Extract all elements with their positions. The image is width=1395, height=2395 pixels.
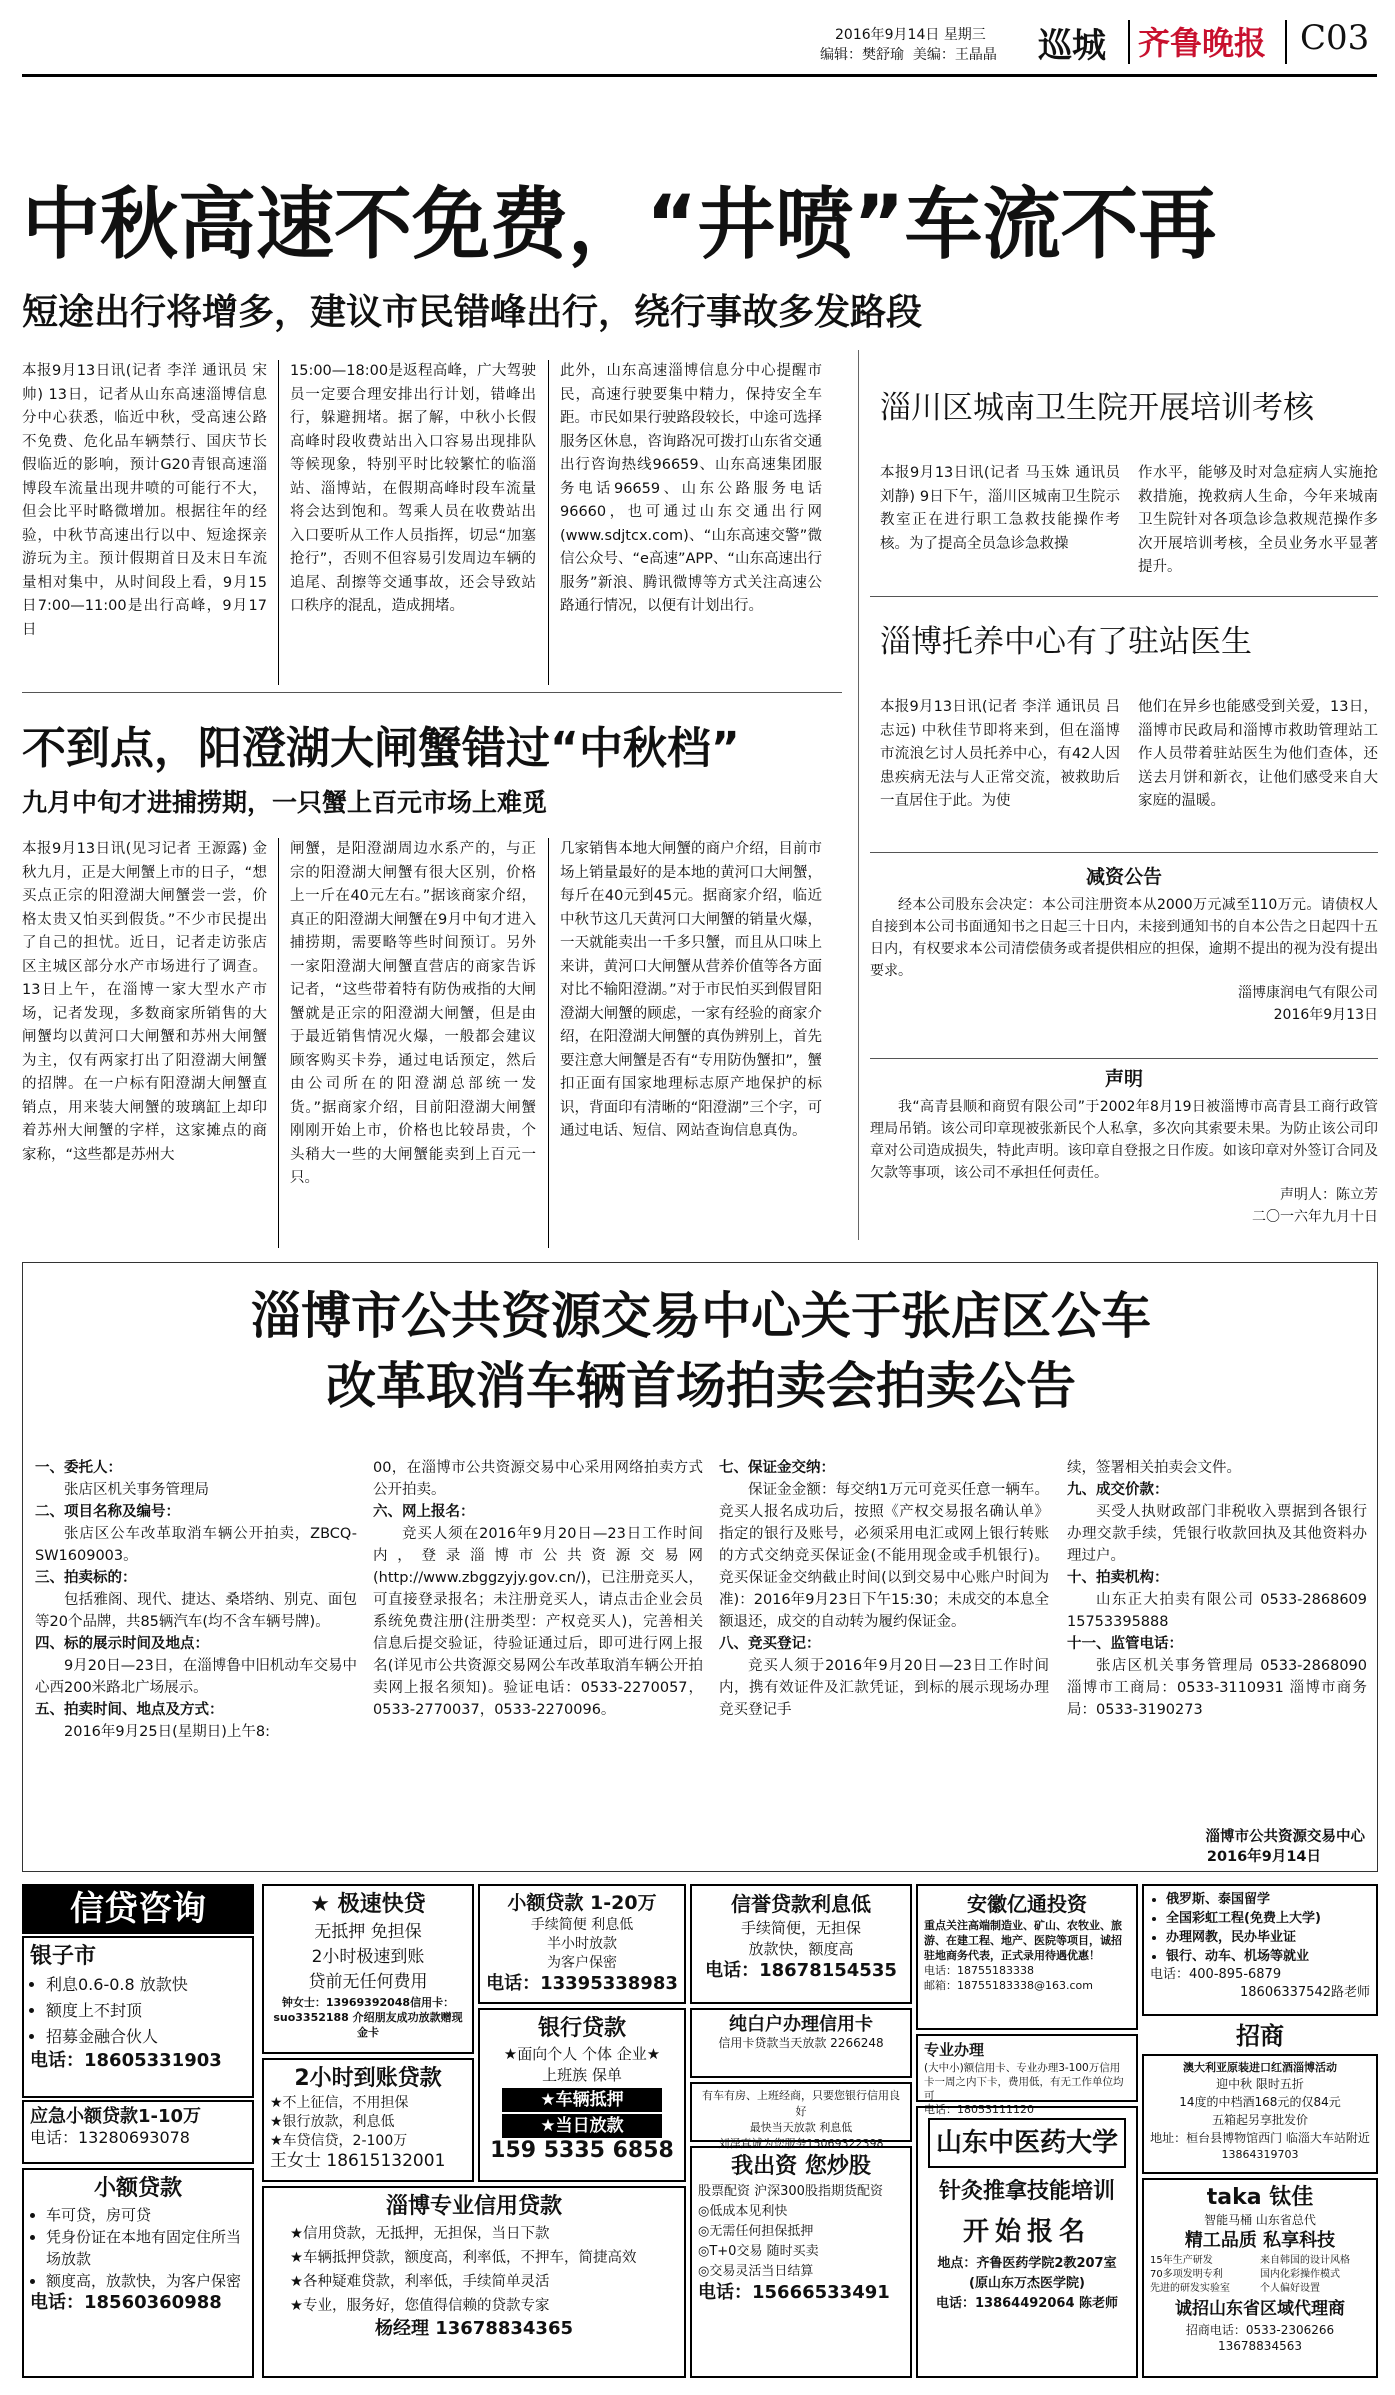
- ad-line: 无抵押 免担保: [314, 1922, 422, 1942]
- auction-column: [35, 1457, 357, 1743]
- ad-line: ★银行放款，利息低: [270, 2114, 395, 2130]
- list-item: • 利息0.6-0.8 放款快: [46, 1972, 246, 1998]
- auction-section-heading: 五、拍卖时间、地点及方式：: [35, 1702, 224, 1718]
- ad-line: ★车贷信贷，2-100万: [270, 2133, 408, 2149]
- auction-section-heading: 三、拍卖标的：: [35, 1570, 137, 1586]
- notice-date: 二〇一六年九月十日: [1252, 1209, 1378, 1225]
- ad-line: 放款快，额度高: [748, 1940, 854, 1958]
- ad-line: 14度的中档酒168元的仅84元: [1179, 2095, 1341, 2109]
- ad-lines: [698, 2035, 904, 2052]
- ad-list: [1150, 1890, 1370, 1966]
- auction-section-heading: 八、竞买登记：: [719, 1636, 821, 1652]
- ad-line: 有车有房、上班经商，只要您银行信用良好: [702, 2089, 900, 2118]
- ad-line: ◎交易灵活当日结算: [698, 2264, 814, 2279]
- story-headline: 不到点，阳澄湖大闸蟹错过“中秋档”: [22, 723, 740, 774]
- ad-line: 为客户保密: [547, 1955, 617, 1971]
- ad-line: ◎无需任何担保抵押: [698, 2224, 814, 2239]
- ad-line: ◎低成本见利快: [698, 2204, 788, 2219]
- ad-line: (大中小)额信用卡、专业办理3-100万信用卡一周之内下卡，费用低，有无工作单位均可: [924, 2062, 1124, 2102]
- ad-lines: [270, 2222, 678, 2318]
- ad-tag: ★车辆抵押: [502, 2088, 662, 2112]
- ad-line: ★面向个人 个体 企业★: [503, 2045, 661, 2063]
- ad-line: ★各种疑难贷款，利率低，手续简单灵活: [290, 2274, 550, 2290]
- ad-lines: [486, 1916, 678, 1973]
- column-rule: [548, 360, 549, 685]
- story-column: 闸蟹，是阳澄湖周边水系产的，与正宗的阳澄湖大闸蟹有很大区别，价格上一斤在40元左右。”据该商家介绍，真正的阳澄湖大闸蟹在9月中旬才进入捕捞期，需要略等些时间预订。另外一家阳澄湖大闸蟹直营店的商家告诉记者，“这些带着特有防伪戒指的大闸蟹就是正宗的阳澄湖大闸蟹，但是由于最近销售情况火爆，一般都会建议顾客购买卡券，通过电话预定，然后由公司所在的阳澄湖总部统一发货。”据商家介绍，目前阳澄湖大闸蟹刚刚开始上市，价格也比较昂贵，个头稍大一些的大闸蟹能卖到上百元一只。: [290, 841, 536, 1186]
- ad-lines: [698, 1918, 904, 1960]
- ad-lines: [698, 2182, 904, 2282]
- auction-date: 2016年9月14日: [1206, 1849, 1321, 1865]
- auction-section-text: 买受人执财政部门非税收入票据到各银行办理交款手续，凭银行收款回执及其他资料办理过户。: [1067, 1504, 1367, 1564]
- column-rule: [548, 838, 549, 1248]
- list-item: • 办理网教，民办毕业证: [1166, 1928, 1370, 1947]
- ad-tags: [486, 2088, 678, 2138]
- auction-section-text: 张店区机关事务管理局 0533-2868090 淄博市工商局：0533-3110931 淄博市商务局：0533-3190273: [1067, 1658, 1367, 1718]
- ad-line: 半小时放款: [547, 1936, 617, 1952]
- ad-lines: [1150, 2075, 1370, 2147]
- story-column: 此外，山东高速淄博信息分中心提醒市民，高速行驶要集中精力，保持安全车距。市民如果行驶路段较长，中途可选择服务区休息，咨询路况可拨打山东省交通出行咨询热线96659、山东高速集团服务电话96659、山东公路服务电话96660，也可通过山东交通出行网(www.sdjtcx.com)、“山东高速交警”微信公众号、“e高速”APP、“山东高速出行服务”新浪、腾讯微博等方式关注高速公路通行情况，以便有计划出行。: [560, 363, 822, 614]
- ad-header-xindai: 信贷咨询: [22, 1884, 254, 1934]
- ad-line: 重点关注高端制造业、矿山、农牧业、旅游、在建工程、地产、医院等项目，诚招驻地商务代表，正式录用待遇优惠！: [924, 1919, 1122, 1962]
- story-headline: 淄川区城南卫生院开展培训考核: [880, 390, 1314, 426]
- ad-lines: [270, 1920, 466, 1995]
- auction-section-heading: 一、委托人：: [35, 1460, 122, 1476]
- notice-reduce: [870, 860, 1378, 1060]
- ad-lines: [486, 2044, 678, 2086]
- ad-line: 2小时极速到账: [311, 1947, 425, 1967]
- ad-xiaoe2: 小额贷款 1-20万 手续简便 利息低 半小时放款 为客户保密 电话：13395338983: [478, 1884, 686, 2004]
- auction-notice: [22, 1262, 1378, 1872]
- divider: [870, 596, 1378, 597]
- auction-section-text: 9月20日—23日，在淄博鲁中旧机动车交易中心西200米路北广场展示。: [35, 1658, 357, 1696]
- header-divider: [1128, 20, 1130, 64]
- ad-line: 70多项发明专利: [1150, 2269, 1223, 2280]
- ad-line: 国内化彩操作模式: [1260, 2269, 1340, 2280]
- notice-title: 减资公告: [1085, 866, 1162, 888]
- ad-lines: [924, 2061, 1130, 2103]
- header: [0, 0, 1395, 70]
- auction-section-text: 保证金金额：每交纳1万元可竞买任意一辆车。竞买人报名成功后，按照《产权交易报名确认单》指定的银行及账号，必须采用电汇或网上银行转账的方式交纳竞买保证金(不能用现金或手机银行)。竞买保证金交纳截止时间(以到交易中心账户时间为准)：2016年9月23日下午15:30；未成交的本息全额退还，成交的自动转为履约保证金。: [719, 1482, 1049, 1630]
- ad-line: ★信用贷款，无抵押，无担保，当日下款: [290, 2226, 550, 2242]
- divider: [870, 1058, 1378, 1059]
- auction-section-text: 续，签署相关拍卖会文件。: [1067, 1460, 1241, 1476]
- ad-zibo-credit: 淄博专业信用贷款 ★信用贷款，无抵押，无担保，当日下款 ★车辆抵押贷款，额度高，利率低，不押车，简捷高效 ★各种疑难贷款，利率低，手续简单灵活 ★专业，服务好，您值得信赖的贷款专家 杨经理 13678834365: [262, 2186, 686, 2378]
- auction-section-text: 张店区公车改革取消车辆公开拍卖，ZBCQ-SW1609003。: [35, 1526, 357, 1564]
- notice-sign: 淄博康润电气有限公司: [1238, 985, 1378, 1001]
- section-name: 巡城: [1038, 26, 1106, 66]
- ad-taka: taka 钛佳 智能马桶 山东省总代 精工品质 私享科技 15年生产研发 来自韩国的设计风格 70多项发明专利 国内化彩操作模式 先进的研发实验室 个人偏好设置 诚招山东省区域代理商 招商电话：0533-2306266 13678834563: [1142, 2178, 1378, 2378]
- story-column: 作水平，能够及时对急症病人实施抢救措施，挽救病人生命，今年来城南卫生院针对各项急诊急救规范操作多次开展培训考核，全员业务水平显著提升。: [1138, 465, 1378, 575]
- notice-title: 声明: [1104, 1068, 1143, 1090]
- auction-section-heading: 九、成交价款：: [1067, 1482, 1169, 1498]
- header-editors: 编辑：樊舒瑜 美编：王晶晶: [820, 47, 997, 63]
- ad-line: 五箱起另享批发价: [1211, 2113, 1308, 2127]
- ad-houses: [690, 2082, 912, 2150]
- auction-section-heading: 六、网上报名：: [373, 1504, 475, 1520]
- ad-yinzishi: 银子市 • 利息0.6-0.8 放款快 • 额度上不封顶 • 招募金融合伙人 电话：18605331903: [22, 1936, 254, 2098]
- section-rule: [858, 350, 859, 1240]
- ad-line: ★车辆抵押贷款，额度高，利率低，不押车，简捷高效: [290, 2250, 637, 2266]
- auction-sign: 淄博市公共资源交易中心: [1205, 1829, 1365, 1845]
- auction-column: [719, 1457, 1049, 1721]
- story-column: 本报9月13日讯(见习记者 王源露) 金秋九月，正是大闸蟹上市的日子，“想买点正宗的阳澄湖大闸蟹尝一尝，价格太贵又怕买到假货。”不少市民提出了自己的担忧。近日，记者走访张店区主城区部分水产市场进行了调查。13日上午，在淄博一家大型水产市场，记者发现，多数商家所销售的大闸蟹均以黄河口大闸蟹和苏州大闸蟹为主，仅有两家打出了阳澄湖大闸蟹的招牌。在一户标有阳澄湖大闸蟹直销点，用来装大闸蟹的玻璃缸上却印着苏州大闸蟹的字样，这家摊点的商家称，“这些都是苏州大: [22, 841, 267, 1163]
- notice-sign: 声明人：陈立芳: [1280, 1187, 1378, 1203]
- ad-list: [30, 2204, 246, 2292]
- ad-line: 先进的研发实验室: [1150, 2283, 1230, 2294]
- auction-section-heading: 十一、监管电话：: [1067, 1636, 1183, 1652]
- ad-xinyu: 信誉贷款利息低 手续简便，无担保 放款快，额度高 电话：18678154535: [690, 1884, 912, 2004]
- ad-line: 手续简便 利息低: [530, 1917, 634, 1933]
- auction-column: [1067, 1457, 1367, 1721]
- divider: [22, 692, 842, 693]
- ad-line: 上班族 保单: [542, 2066, 622, 2084]
- notice-declare: [870, 1062, 1378, 1242]
- list-item: • 招募金融合伙人: [46, 2024, 246, 2050]
- story-headline: 淄博托养中心有了驻站医生: [880, 624, 1252, 660]
- ad-line: 15年生产研发: [1150, 2255, 1213, 2266]
- ad-jisu: ★ 极速快贷 无抵押 免担保 2小时极速到账 贷前无任何费用 钟女士：13969392048信用卡：suo3352188 介绍朋友成功放款赠现金卡: [262, 1884, 474, 2054]
- ad-line: 地址：桓台县博物馆西门 临淄大车站附近: [1150, 2131, 1370, 2145]
- ad-zhuanye: 专业办理 (大中小)额信用卡、专业办理3-100万信用卡一周之内下卡，费用低，有无工作单位均可 电话：18053111120: [916, 2034, 1138, 2102]
- story-subhead: 九月中旬才进捕捞期，一只蟹上百元市场上难觅: [22, 788, 548, 817]
- ad-lines: [924, 1918, 1130, 1963]
- story-column: 本报9月13日讯(记者 李洋 通讯员 宋帅) 13日，记者从山东高速淄博信息分中心获悉，临近中秋，受高速公路不免费、危化品车辆禁行、国庆节长假临近的影响，预计G20青银高速淄博段车流量出现井喷的可能行不大，但会比平时略微增加。根据往年的经验，中秋节高速出行以中、短途探亲游玩为主。预计假期首日及末日车流量相对集中，从时间段上看，9月15日7:00—11:00是出行高峰，9月17日: [22, 363, 267, 638]
- auction-column: [373, 1457, 703, 1721]
- ad-line: 来自韩国的设计风格: [1260, 2255, 1350, 2266]
- header-divider: [1285, 20, 1287, 64]
- ad-line: 贷前无任何费用: [308, 1972, 428, 1992]
- auction-section-text: 2016年9月25日(星期日)上午8:: [64, 1724, 271, 1740]
- ad-line: 手续简便，无担保: [740, 1919, 861, 1937]
- list-item: • 额度高，放款快，为客户保密: [46, 2270, 246, 2292]
- auction-title-line2: 改革取消车辆首场拍卖会拍卖公告: [326, 1357, 1076, 1415]
- ad-liuxue: • 俄罗斯、泰国留学 • 全国彩虹工程(免费上大学) • 办理网教，民办毕业证 • 银行、动车、机场等就业 电话：400-895-6879 18606337542路老师: [1142, 1884, 1378, 2016]
- header-rule: [22, 74, 1377, 77]
- ad-twohour: 2小时到账贷款 ★不上征信，不用担保 ★银行放款，利息低 ★车贷信贷，2-100万 王女士 18615132001: [262, 2058, 474, 2182]
- ad-line: 信用卡贷款当天放款 2266248: [718, 2036, 884, 2050]
- list-item: • 车可贷，房可贷: [46, 2204, 246, 2226]
- ad-line: 股票配资 沪深300股指期货配资: [698, 2184, 883, 2199]
- auction-section-heading: 四、标的展示时间及地点：: [35, 1636, 209, 1652]
- ad-yingji: 应急小额贷款1-10万 电话：13280693078: [22, 2100, 254, 2164]
- header-date: 2016年9月14日 星期三: [835, 27, 986, 43]
- auction-section-text: 竞买人须在2016年9月20日—23日工作时间内，登录淄博市公共资源交易网(http://www.zbggzyjy.gov.cn/)，已注册竞买人，可直接登录报名；未注册竞买人，请点击企业会员系统免费注册(注册类型：产权竞买人)，完善相关信息后提交验证，待验证通过后，即可进行网上报名(详见市公共资源交易网公车改革取消车辆公开拍卖网上报名须知)。验证电话：0533-2270057，0533-2770037，0533-2270096。: [373, 1526, 703, 1718]
- auction-section-heading: 十、拍卖机构：: [1067, 1570, 1169, 1586]
- column-rule: [278, 838, 279, 1248]
- story-column: 本报9月13日讯(记者 李洋 通讯员 吕志远) 中秋佳节即将来到，但在淄博市流浪乞讨人员托养中心，有42人因患疾病无法与人正常交流，被救助后一直居住于此。为使: [880, 699, 1120, 809]
- auction-section-text: 00，在淄博市公共资源交易中心采用网络拍卖方式公开拍卖。: [373, 1460, 703, 1498]
- brand-logo: 齐鲁晚报: [1138, 24, 1267, 62]
- notice-body: 经本公司股东会决定：本公司注册资本从2000万元减至110万元。请债权人自接到本公司书面通知书之日起三十日内，未接到通知书的自本公告之日起四十五日内，有权要求本公司清偿债务或者提供相应的担保，逾期不提出的视为没有提出要求。: [870, 897, 1378, 979]
- ad-wine: 澳大利亚原装进口红酒淄博活动 迎中秋 限时五折 14度的中档酒168元的仅84元 五箱起另享批发价 地址：桓台县博物馆西门 临淄大车站附近 13864319703: [1142, 2054, 1378, 2174]
- list-item: • 银行、动车、机场等就业: [1166, 1947, 1370, 1966]
- auction-section-text: 竞买人须于2016年9月20日—23日工作时间内，携有效证件及汇款凭证，到标的展示现场办理竞买登记手: [719, 1658, 1049, 1718]
- page-number: C03: [1300, 18, 1370, 58]
- ad-woziben: 我出资 您炒股 股票配资 沪深300股指期货配资 ◎低成本见利快 ◎无需任何担保抵押 ◎T+0交易 随时买卖 ◎交易灵活当日结算 电话：15666533491: [690, 2146, 912, 2378]
- ad-xiaoe1: 小额贷款 • 车可贷，房可贷 • 凭身份证在本地有固定住所当场放款 • 额度高，放款快，为客户保密 电话：18560360988: [22, 2168, 254, 2378]
- auction-section-text: 张店区机关事务管理局: [64, 1482, 209, 1498]
- ad-line: 刘泽真诚为您服务15069322398: [718, 2137, 884, 2150]
- ad-line: ★不上征信，不用担保: [270, 2095, 409, 2111]
- story-column: 几家销售本地大闸蟹的商户介绍，目前市场上销量最好的是本地的黄河口大闸蟹，每斤在40元到45元。据商家介绍，临近中秋节这几天黄河口大闸蟹的销量火爆，一天就能卖出一千多只蟹，而且从口味上来讲，黄河口大闸蟹从营养价值等各方面对比不输阳澄湖。”对于市民怕买到假冒阳澄湖大闸蟹的顾虑，一家有经验的商家介绍，在阳澄湖大闸蟹的真伪辨别上，首先要注意大闸蟹是否有“专用防伪蟹扣”，蟹扣正面有国家地理标志原产地保护的标识，背面印有清晰的“阳澄湖”三个字，可通过电话、短信、网站查询信息真伪。: [560, 841, 822, 1139]
- ad-list: [30, 1972, 246, 2050]
- list-item: • 全国彩虹工程(免费上大学): [1166, 1909, 1370, 1928]
- ad-anhui: 安徽亿通投资 重点关注高端制造业、矿山、农牧业、旅游、在建工程、地产、医院等项目，诚招驻地商务代表，正式录用待遇优惠！ 电话：18755183338 邮箱：18755183338@163.com: [916, 1884, 1138, 2030]
- ad-baihu: 纯白户办理信用卡 信用卡贷款当天放款 2266248: [690, 2008, 912, 2078]
- list-item: • 俄罗斯、泰国留学: [1166, 1890, 1370, 1909]
- auction-section-text: 山东正大拍卖有限公司 0533-2868609 15753395888: [1067, 1592, 1367, 1630]
- list-item: • 凭身份证在本地有固定住所当场放款: [46, 2226, 246, 2270]
- ad-line: 个人偏好设置: [1260, 2283, 1320, 2294]
- subhead: 短途出行将增多，建议市民错峰出行，绕行事故多发路段: [22, 292, 923, 333]
- auction-title-line1: 淄博市公共资源交易中心关于张店区公车: [251, 1287, 1151, 1345]
- headline: 中秋高速不免费，“井喷”车流不再: [22, 180, 1217, 270]
- notice-body: 我“高青县顺和商贸有限公司”于2002年8月19日被淄博市高青县工商行政管理局吊销。该公司印章现被张新民个人私拿，多次向其索要未果。为防止该公司印章对公司造成损失，特此声明。该印章自登报之日作废。如该印章对外签订合同及欠款等事项，该公司不承担任何责任。: [870, 1099, 1378, 1181]
- ad-header-zhaopin: 招商: [1236, 2022, 1284, 2050]
- ad-list: [1150, 2254, 1370, 2296]
- notice-date: 2016年9月13日: [1273, 1007, 1378, 1023]
- story-column: 15:00—18:00是返程高峰，广大驾驶员一定要合理安排出行计划，错峰出行，躲避拥堵。据了解，中秋小长假高峰时段收费站出入口容易出现排队等候现象，特别平时比较繁忙的临淄站、淄博站，在假期高峰时段车流量将会达到饱和。驾乘人员在收费站出入口要听从工作人员指挥，切忌“加塞抢行”，否则不但容易引发周边车辆的追尾、刮擦等交通事故，还会导致站口秩序的混乱，造成拥堵。: [290, 363, 536, 614]
- ad-tag: ★当日放款: [502, 2114, 662, 2138]
- ad-tcm: 山东中医药大学 针灸推拿技能培训 开始报名 地点：齐鲁医药学院2教207室 (原山东万杰医学院) 电话：13864492064 陈老师: [916, 2106, 1138, 2378]
- ad-line: ◎T+0交易 随时买卖: [698, 2244, 819, 2259]
- story-column: 他们在异乡也能感受到关爱，13日，淄博市民政局和淄博市救助管理站工作人员带着驻站医生为他们查体，还送去月饼和新衣，让他们感受来自大家庭的温暖。: [1138, 699, 1378, 809]
- ad-line: 迎中秋 限时五折: [1216, 2077, 1304, 2091]
- ad-yinhang: 银行贷款 ★面向个人 个体 企业★ 上班族 保单 ★车辆抵押 ★当日放款 159 5335 6858: [478, 2008, 686, 2182]
- divider: [870, 852, 1378, 853]
- ad-lines: [698, 2088, 904, 2152]
- ad-line: ★专业，服务好，您值得信赖的贷款专家: [290, 2298, 550, 2314]
- ad-line: 最快当天放款 利息低: [749, 2121, 853, 2134]
- story-column: 本报9月13日讯(记者 马玉姝 通讯员 刘静) 9日下午，淄川区城南卫生院示教室正在进行职工急救技能操作考核。为了提高全员急诊急救操: [880, 465, 1120, 552]
- auction-section-text: 包括雅阁、现代、捷达、桑塔纳、别克、面包等20个品牌，共85辆汽车(均不含车辆号牌)。: [35, 1592, 357, 1630]
- auction-section-heading: 二、项目名称及编号：: [35, 1504, 180, 1520]
- auction-section-heading: 七、保证金交纳：: [719, 1460, 835, 1476]
- list-item: • 额度上不封顶: [46, 1998, 246, 2024]
- column-rule: [278, 360, 279, 685]
- ad-lines: [270, 2094, 466, 2151]
